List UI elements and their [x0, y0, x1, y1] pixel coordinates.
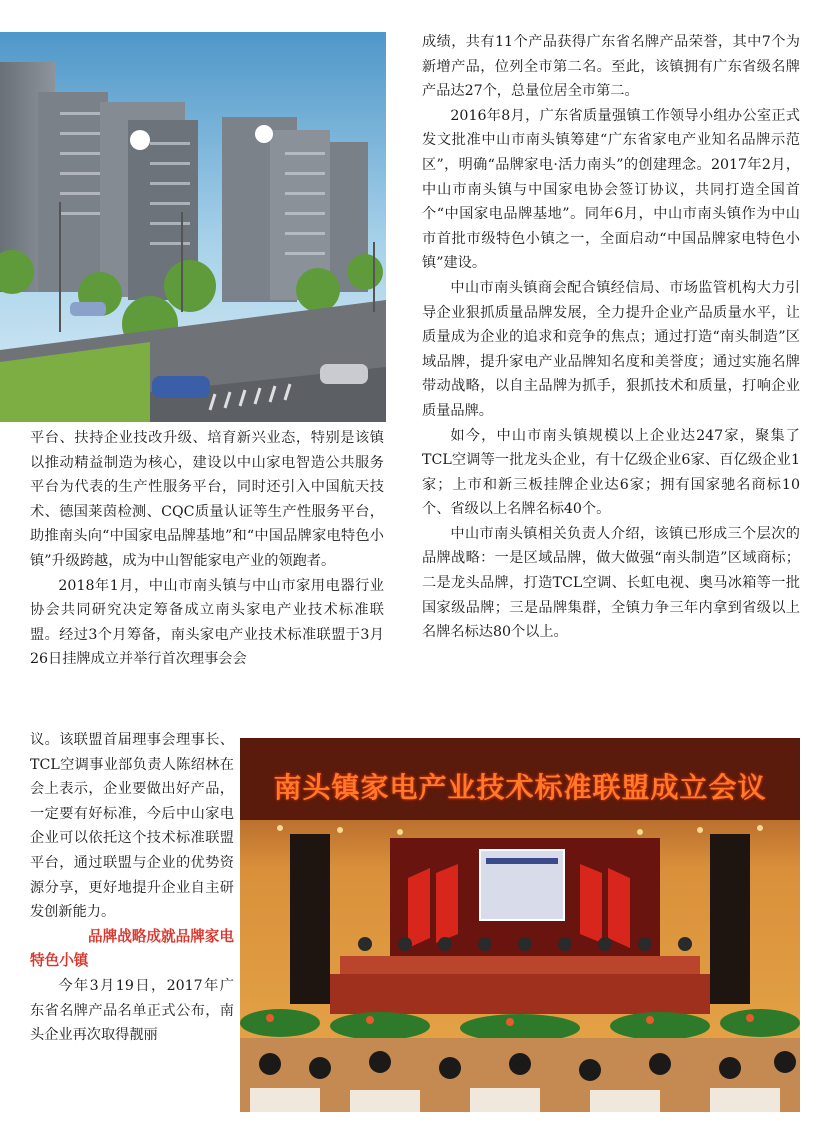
industrial-park-photo — [0, 32, 386, 422]
paragraph-chamber: 中山市南头镇商会配合镇经信局、市场监管机构大力引导企业狠抓质量品牌发展，全力提升企业产品质量水平，让质量成为企业的追求和竞争的焦点；通过打造“南头制造”区域品牌，提升家电产业品牌知名度和美誉度；通过实施名牌带动战略，以自主品牌为抓手，狠抓技术和质量，打响企业质量品牌。 — [422, 279, 800, 419]
meeting-banner-text: 南头镇家电产业技术标准联盟成立会议 — [273, 771, 767, 804]
paragraph-2016: 2016年8月，广东省质量强镇工作领导小组办公室正式发文批准中山市南头镇筹建“广东省家电产业知名品牌示范区”，明确“品牌家电·活力南头”的创建理念。2017年2月，中山市南头镇与中国家电协会签订协议，共同打造全国首个“中国家电品牌基地”。同年6月，中山市南头镇作为中山市首批市级特色小镇之一，全面启动“中国品牌家电特色小镇”建设。 — [422, 107, 800, 272]
paragraph-2018-continued: 议。该联盟首届理事会理事长、TCL空调事业部负责人陈绍林在会上表示，企业要做出好产品，一定要有好标准，今后中山家电企业可以依托这个技术标准联盟平台，通过联盟与企业的优势资源分享，更好地提升企业自主研发创新能力。 — [30, 732, 234, 921]
subheading-line-1: 品牌战略成就品牌家电 — [88, 927, 234, 945]
paragraph-march: 今年3月19日，2017年广东省名牌产品名单正式公布，南头企业再次取得靓丽 — [30, 977, 234, 1044]
paragraph-now: 如今，中山市南头镇规模以上企业达247家，聚集了TCL空调等一批龙头企业，有十亿级企业6家、百亿级企业1家；上市和新三板挂牌企业达6家；拥有国家驰名商标10个、省级以上名牌名标40个。 — [422, 427, 800, 518]
meeting-hall-photo — [240, 738, 800, 1112]
left-column — [30, 426, 384, 672]
section-subheading — [30, 925, 234, 974]
paragraph-strategy: 中山市南头镇相关负责人介绍，该镇已形成三个层次的品牌战略：一是区域品牌，做大做强“南头制造”区域商标；二是龙头品牌，打造TCL空调、长虹电视、奥马冰箱等一批国家级品牌；三是品牌集群，全镇力争三年内拿到省级以上名牌名标达80个以上。 — [422, 525, 800, 641]
paragraph-2018: 2018年1月，中山市南头镇与中山市家用电器行业协会共同研究决定筹备成立南头家电产业技术标准联盟。经过3个月筹备，南头家电产业技术标准联盟于3月26日挂牌成立并举行首次理事会会 — [30, 577, 384, 668]
right-column — [422, 30, 800, 645]
paragraph-continued-right: 成绩，共有11个产品获得广东省名牌产品荣誉，其中7个为新增产品，位列全市第二名。至此，该镇拥有广东省级名牌产品达27个，总量位居全市第二。 — [422, 34, 800, 100]
subheading-line-2: 特色小镇 — [30, 952, 89, 970]
paragraph-continued-left: 平台、扶持企业技改升级、培育新兴业态，特别是该镇以推动精益制造为核心，建设以中山家电智造公共服务平台为代表的生产性服务平台，同时还引入中国航天技术、德国莱茵检测、CQC质量认证等生产性服务平台，助推南头向“中国家电品牌基地”和“中国品牌家电特色小镇”升级跨越，成为中山智能家电产业的领跑者。 — [30, 430, 384, 569]
left-narrow-column — [30, 728, 234, 1048]
